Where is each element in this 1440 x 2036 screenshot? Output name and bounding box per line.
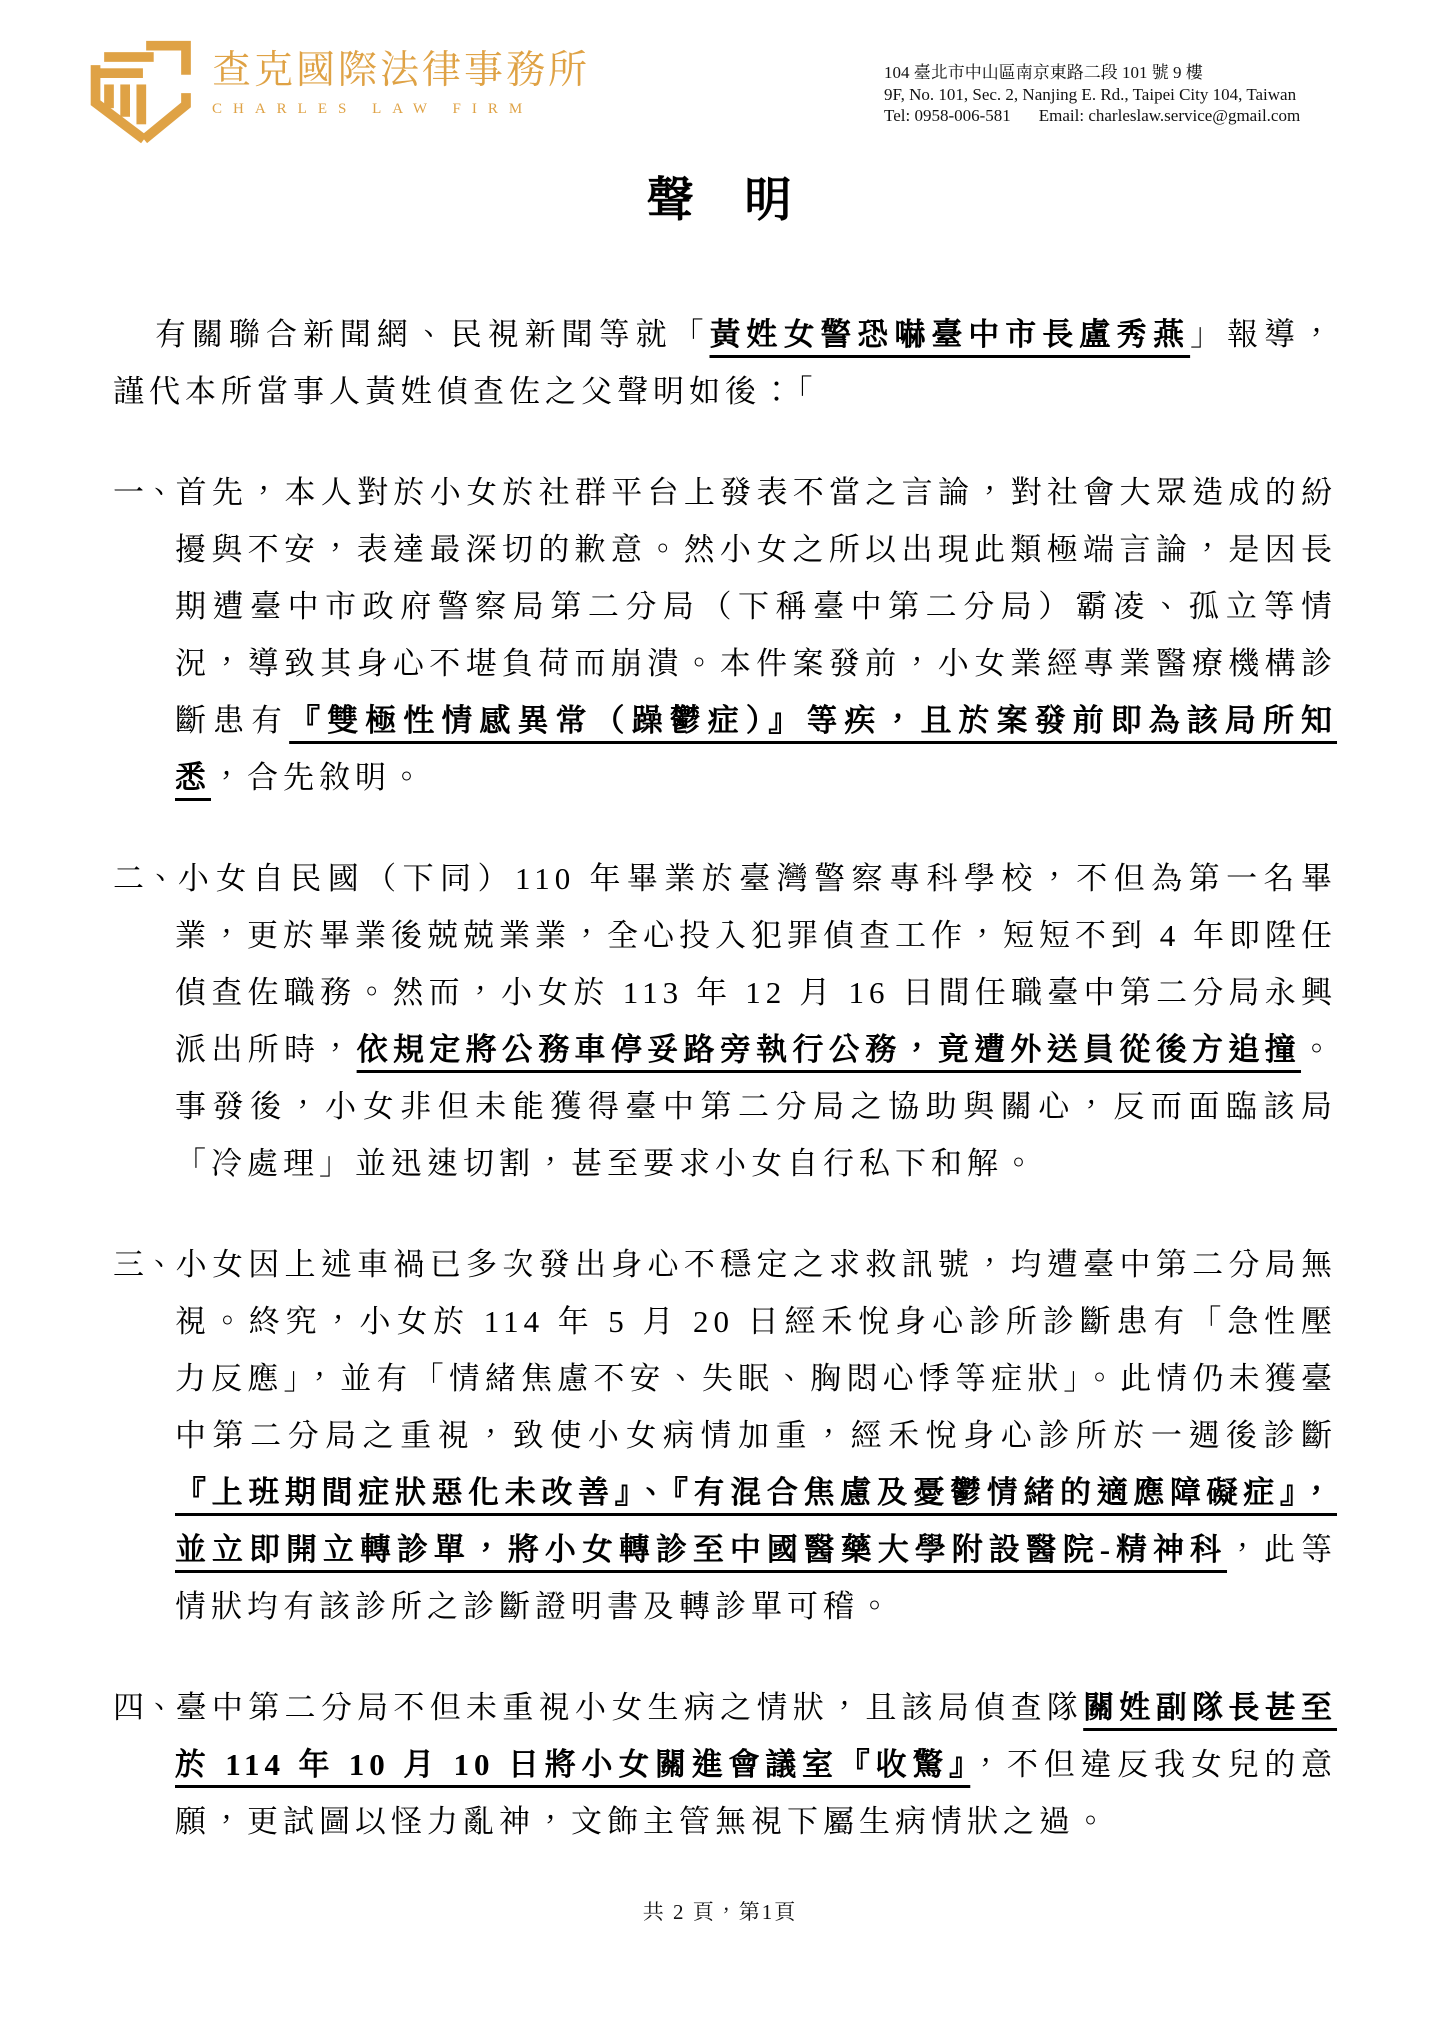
emphasized-text: 依規定將公務車停妥路旁執行公務，竟遭外送員從後方追撞 [356, 1032, 1302, 1067]
item-text [175, 1247, 1337, 1624]
emphasized-text: 關姓副隊長甚至於 114 年 10 月 10 日將小女關進會議室『收驚』 [175, 1690, 1338, 1782]
item-text [175, 861, 1337, 1181]
page-number-footer: 共 2 頁，第1頁 [642, 1900, 798, 1924]
firm-name-en: CHARLES LAW FIRM [212, 101, 534, 117]
body-text-run: ，不但違反我女兒的意願，更試圖以怪力亂神，文飾主管無視下屬生病情狀之過。 [175, 1747, 1338, 1839]
statement-body [113, 306, 1337, 1850]
item-number: 四、 [113, 1690, 176, 1725]
body-text-run: ，此等情狀均有該診所之診斷證明書及轉診單可稽。 [175, 1532, 1337, 1624]
item-number: 二、 [113, 861, 178, 896]
item-text [175, 475, 1337, 795]
phone-number: Tel: 0958-006-581 [884, 106, 1011, 125]
item-text [175, 1690, 1337, 1839]
page-title: 聲 明 [646, 175, 794, 227]
letterhead-address-block [884, 62, 1300, 127]
body-text-run: 首先，本人對於小女於社群平台上發表不當之言論，對社會大眾造成的紛擾與不安，表達最深切的歉意。然小女之所以出現此類極端言論，是因長期遭臺中市政府警察局第二分局（下稱臺中第二分局）霸凌、孤立等情況，導致其身心不堪負荷而崩潰。本件案發前，小女業經專業醫療機構診斷患有 [175, 475, 1337, 738]
item-number: 三、 [113, 1247, 176, 1282]
body-text-run: 小女自民國（下同）110 年畢業於臺灣警察專科學校，不但為第一名畢業，更於畢業後兢兢業業，全心投入犯罪偵查工作，短短不到 4 年即陞任偵查佐職務。然而，小女於 113 年 12 月 16 日間任職臺中第二分局永興派出所時， [175, 861, 1337, 1067]
intro-paragraph [113, 306, 1337, 420]
body-text-run: 。事發後，小女非但未能獲得臺中第二分局之協助與關心，反而面臨該局「冷處理」並迅速切割，甚至要求小女自行私下和解。 [175, 1032, 1338, 1181]
body-text-run: 小女因上述車禍已多次發出身心不穩定之求救訊號，均遭臺中第二分局無視。終究，小女於 114 年 5 月 20 日經禾悅身心診所診斷患有「急性壓力反應」，並有「情緒焦慮不安、失眠、胸悶心悸等症狀」。此情仍未獲臺中第二分局之重視，致使小女病情加重，經禾悅身心診所於一週後診斷 [175, 1247, 1337, 1453]
address-line-zh: 104 臺北市中山區南京東路二段 101 號 9 樓 [884, 63, 1203, 82]
letterhead-firm-names [212, 48, 590, 118]
emphasized-text: 『上班期間症狀惡化未改善』、『有混合焦慮及憂鬱情緒的適應障礙症』，並立即開立轉診單，將小女轉診至中國醫藥大學附設醫院-精神科 [175, 1475, 1337, 1567]
item-number: 一、 [113, 475, 176, 510]
body-text-run: ，合先敘明。 [211, 760, 427, 795]
statement-item-2 [113, 850, 1337, 1192]
body-text-run: 有關聯合新聞網、民視新聞等就「 [155, 317, 710, 352]
contact-line [884, 105, 1300, 127]
address-line-en: 9F, No. 101, Sec. 2, Nanjing E. Rd., Taipei City 104, Taiwan [884, 84, 1297, 104]
firm-name-zh: 查克國際法律事務所 [212, 49, 591, 92]
statement-item-3 [113, 1236, 1337, 1635]
emphasized-text: 『雙極性情感異常（躁鬱症）』等疾，且於案發前即為該局所知悉 [175, 703, 1338, 795]
body-text-run: 」報導，謹代本所當事人黃姓偵查佐之父聲明如後：「 [113, 317, 1338, 409]
law-firm-logo-icon [85, 36, 203, 148]
statement-item-4 [113, 1679, 1337, 1850]
email-address: Email: charleslaw.service@gmail.com [1038, 106, 1301, 125]
emphasized-text: 黃姓女警恐嚇臺中市長盧秀燕 [709, 317, 1191, 352]
body-text-run: 臺中第二分局不但未重視小女生病之情狀，且該局偵查隊 [175, 1690, 1084, 1725]
statement-item-1 [113, 464, 1337, 806]
